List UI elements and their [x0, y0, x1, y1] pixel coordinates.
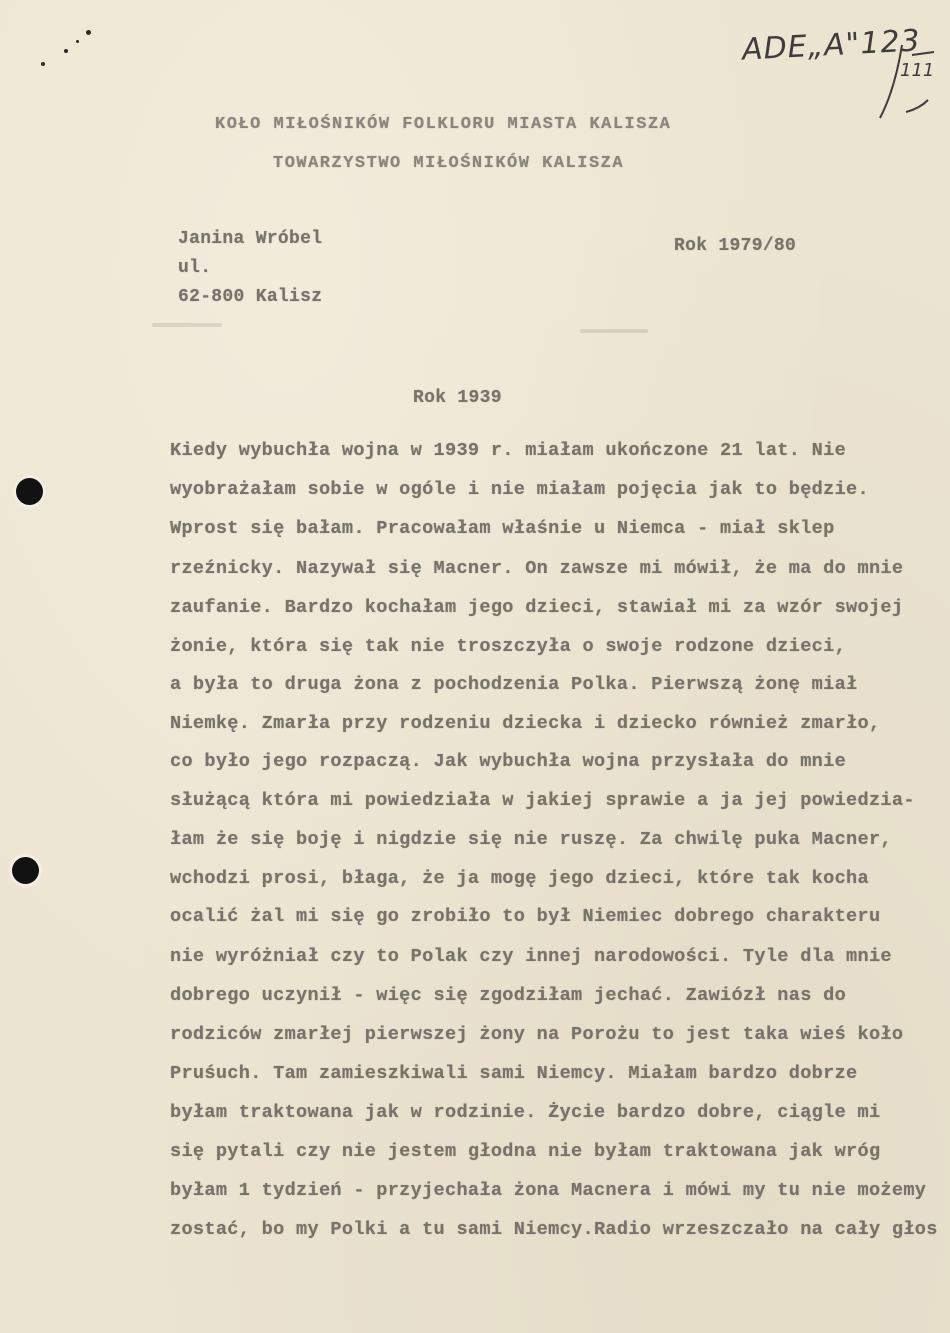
body-line: wchodzi prosi, błaga, że ja mogę jego dzieci, które tak kocha	[170, 868, 869, 889]
ink-speck	[86, 30, 91, 35]
section-title: Rok 1939	[413, 388, 502, 408]
author-city: 62-800 Kalisz	[178, 287, 323, 307]
punch-hole	[16, 478, 43, 505]
ink-speck	[64, 49, 68, 53]
body-line: zaufanie. Bardzo kochałam jego dzieci, stawiał mi za wzór swojej	[170, 597, 904, 618]
ink-speck	[76, 40, 79, 43]
body-line: Pruśuch. Tam zamieszkiwali sami Niemcy. Miałam bardzo dobrze	[170, 1063, 858, 1084]
body-line: rzeźnicky. Nazywał się Macner. On zawsze mi mówił, że ma do mnie	[170, 558, 904, 579]
faint-offset-mark	[152, 323, 222, 327]
body-line: wyobrażałam sobie w ogóle i nie miałam pojęcia jak to będzie.	[170, 479, 869, 500]
archive-signature-mark: ADE„A"123	[741, 23, 922, 68]
body-line: byłam traktowana jak w rodzinie. Życie bardzo dobre, ciągle mi	[170, 1102, 881, 1123]
body-line: nie wyróżniał czy to Polak czy innej narodowości. Tyle dla mnie	[170, 946, 892, 967]
faint-offset-mark	[580, 329, 648, 333]
archive-page-number: 111	[900, 60, 935, 81]
author-street: ul.	[178, 258, 212, 278]
body-line: Kiedy wybuchła wojna w 1939 r. miałam ukończone 21 lat. Nie	[170, 440, 847, 461]
body-line: zostać, bo my Polki a tu sami Niemcy.Radio wrzeszczało na cały głos	[170, 1219, 938, 1240]
body-line: co było jego rozpaczą. Jak wybuchła wojna przysłała do mnie	[170, 751, 847, 772]
body-line: dobrego uczynił - więc się zgodziłam jechać. Zawiózł nas do	[170, 985, 847, 1006]
body-line: Wprost się bałam. Pracowałam właśnie u Niemca - miał sklep	[170, 518, 835, 539]
body-line: się pytali czy nie jestem głodna nie byłam traktowana jak wróg	[170, 1141, 881, 1162]
header-society-line: TOWARZYSTWO MIŁOŚNIKÓW KALISZA	[273, 154, 625, 173]
body-line: rodziców zmarłej pierwszej żony na Porożu to jest taka wieś koło	[170, 1024, 904, 1045]
year-label: Rok 1979/80	[674, 236, 797, 256]
body-line: a była to druga żona z pochodzenia Polka. Pierwszą żonę miał	[170, 674, 858, 695]
header-organization-line: KOŁO MIŁOŚNIKÓW FOLKLORU MIASTA KALISZA	[215, 115, 672, 134]
ink-speck	[41, 62, 45, 66]
body-line: ocalić żal mi się go zrobiło to był Niemiec dobrego charakteru	[170, 906, 881, 927]
body-line: Niemkę. Zmarła przy rodzeniu dziecka i dziecko również zmarło,	[170, 713, 881, 734]
author-name: Janina Wróbel	[178, 229, 323, 249]
body-line: byłam 1 tydzień - przyjechała żona Macnera i mówi my tu nie możemy	[170, 1180, 927, 1201]
body-line: służącą która mi powiedziała w jakiej sprawie a ja jej powiedzia-	[170, 790, 915, 811]
punch-hole	[12, 857, 39, 884]
body-line: łam że się boję i nigdzie się nie ruszę. Za chwilę puka Macner,	[170, 829, 892, 850]
body-line: żonie, która się tak nie troszczyła o swoje rodzone dzieci,	[170, 636, 847, 657]
